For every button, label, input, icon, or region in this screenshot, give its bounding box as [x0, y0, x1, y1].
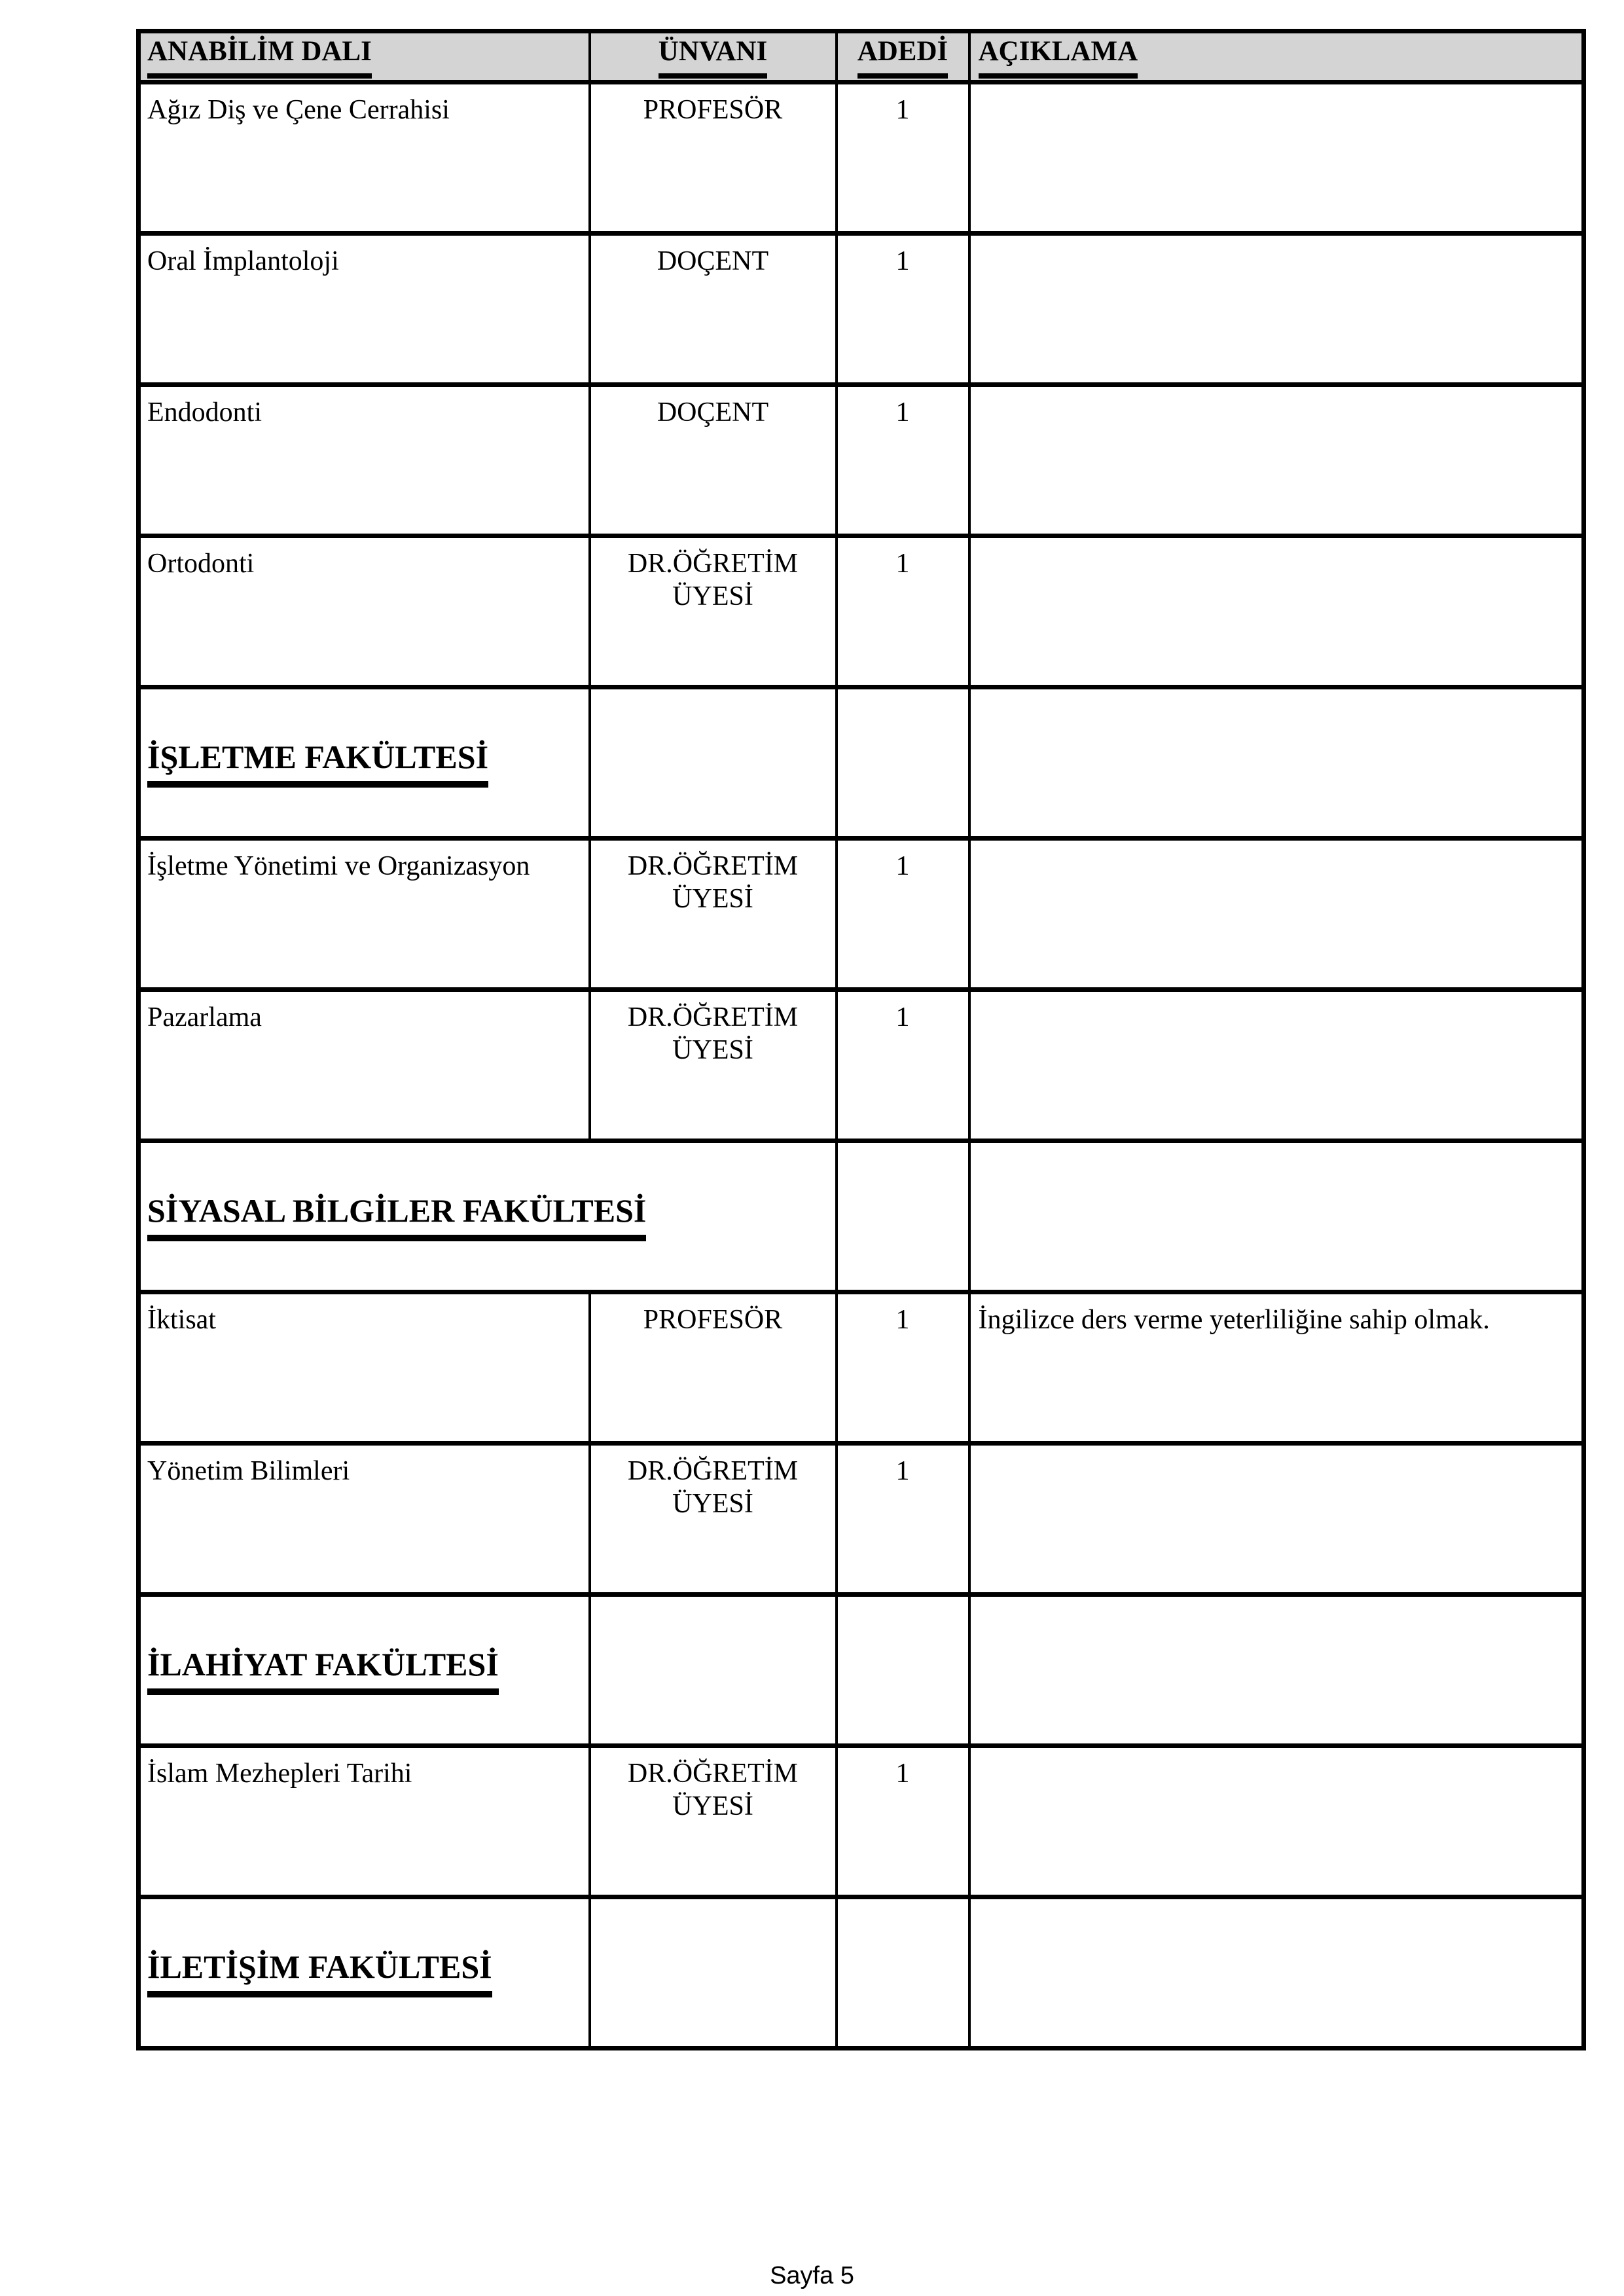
header-cell-adedi [837, 31, 969, 82]
cell-adedi: 1 [837, 82, 969, 234]
cell-anabilim-dali: Oral İmplantoloji [139, 234, 590, 385]
section-row [139, 1595, 1584, 1746]
cell-anabilim-dali: Yönetim Bilimleri [139, 1444, 590, 1595]
cell-aciklama-empty [969, 1897, 1584, 2049]
table-row [139, 1746, 1584, 1897]
vacancy-table [136, 29, 1586, 2050]
page-number: Sayfa 5 [770, 2262, 854, 2289]
cell-aciklama [969, 82, 1584, 234]
table-header-row [139, 31, 1584, 82]
cell-adedi: 1 [837, 839, 969, 990]
cell-aciklama [969, 1746, 1584, 1897]
faculty-title: SİYASAL BİLGİLER FAKÜLTESİ [147, 1192, 646, 1241]
table-row [139, 234, 1584, 385]
table-row [139, 536, 1584, 687]
cell-unvani: DR.ÖĞRETİM ÜYESİ [590, 839, 837, 990]
table-row [139, 839, 1584, 990]
section-row [139, 1897, 1584, 2049]
header-cell-anabilim-dali [139, 31, 590, 82]
cell-adedi: 1 [837, 234, 969, 385]
cell-unvani: PROFESÖR [590, 1292, 837, 1444]
faculty-title: İLETİŞİM FAKÜLTESİ [147, 1948, 492, 1997]
cell-aciklama [969, 990, 1584, 1141]
cell-adedi-empty [837, 1897, 969, 2049]
cell-unvani: DOÇENT [590, 385, 837, 536]
header-cell-aciklama [969, 31, 1584, 82]
cell-anabilim-dali: İşletme Yönetimi ve Organizasyon [139, 839, 590, 990]
cell-aciklama: İngilizce ders verme yeterliliğine sahip olmak. [969, 1292, 1584, 1444]
cell-unvani: DR.ÖĞRETİM ÜYESİ [590, 990, 837, 1141]
faculty-title: İLAHİYAT FAKÜLTESİ [147, 1645, 499, 1695]
table-row [139, 1292, 1584, 1444]
cell-aciklama-empty [969, 687, 1584, 839]
header-label-anabilim-dali: ANABİLİM DALI [147, 35, 372, 79]
cell-adedi: 1 [837, 990, 969, 1141]
header-label-aciklama: AÇIKLAMA [979, 35, 1138, 79]
cell-faculty-name [139, 1897, 590, 2049]
cell-adedi: 1 [837, 1444, 969, 1595]
section-row [139, 687, 1584, 839]
cell-aciklama [969, 1444, 1584, 1595]
cell-anabilim-dali: Endodonti [139, 385, 590, 536]
header-label-adedi: ADEDİ [857, 35, 948, 79]
cell-unvani-empty [590, 687, 837, 839]
cell-unvani-empty [590, 1595, 837, 1746]
cell-adedi: 1 [837, 1746, 969, 1897]
cell-unvani: DR.ÖĞRETİM ÜYESİ [590, 536, 837, 687]
cell-unvani: DOÇENT [590, 234, 837, 385]
cell-aciklama [969, 234, 1584, 385]
cell-aciklama [969, 536, 1584, 687]
cell-aciklama [969, 839, 1584, 990]
cell-faculty-name [139, 687, 590, 839]
cell-unvani: PROFESÖR [590, 82, 837, 234]
cell-unvani: DR.ÖĞRETİM ÜYESİ [590, 1746, 837, 1897]
header-cell-unvani [590, 31, 837, 82]
table-row [139, 1444, 1584, 1595]
table-row [139, 990, 1584, 1141]
table-row [139, 385, 1584, 536]
cell-adedi-empty [837, 687, 969, 839]
cell-aciklama-empty [969, 1141, 1584, 1292]
section-row [139, 1141, 1584, 1292]
cell-adedi-empty [837, 1141, 969, 1292]
cell-unvani-empty [590, 1897, 837, 2049]
cell-faculty-name [139, 1141, 837, 1292]
table-row [139, 82, 1584, 234]
faculty-title: İŞLETME FAKÜLTESİ [147, 738, 488, 788]
cell-anabilim-dali: İslam Mezhepleri Tarihi [139, 1746, 590, 1897]
cell-faculty-name [139, 1595, 590, 1746]
cell-adedi: 1 [837, 385, 969, 536]
cell-aciklama-empty [969, 1595, 1584, 1746]
cell-adedi-empty [837, 1595, 969, 1746]
cell-anabilim-dali: Ağız Diş ve Çene Cerrahisi [139, 82, 590, 234]
cell-adedi: 1 [837, 1292, 969, 1444]
header-label-unvani: ÜNVANI [659, 35, 767, 79]
cell-unvani: DR.ÖĞRETİM ÜYESİ [590, 1444, 837, 1595]
cell-anabilim-dali: İktisat [139, 1292, 590, 1444]
cell-aciklama [969, 385, 1584, 536]
cell-adedi: 1 [837, 536, 969, 687]
cell-anabilim-dali: Pazarlama [139, 990, 590, 1141]
cell-anabilim-dali: Ortodonti [139, 536, 590, 687]
